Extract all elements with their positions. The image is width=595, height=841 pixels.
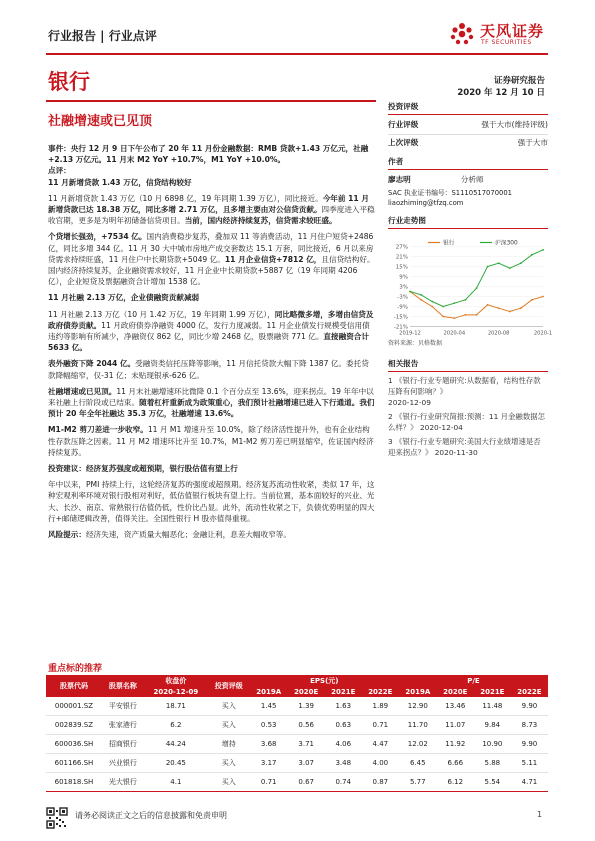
table-cell: 18.71 <box>144 697 208 716</box>
table-row <box>46 697 548 716</box>
data-point <box>453 317 455 319</box>
table-cell: 601818.SH <box>46 773 102 792</box>
table-cell: 4.1 <box>144 773 208 792</box>
table-cell: 3.17 <box>250 754 288 773</box>
data-point <box>442 316 444 318</box>
data-point <box>465 314 467 316</box>
comment-label: 点评： <box>48 166 71 176</box>
related-item[interactable] <box>388 436 548 458</box>
data-point <box>487 304 489 306</box>
logo-name: 天风证券 <box>480 22 545 40</box>
offbalance-lead: 表外融资下降 2044 亿。 <box>48 359 136 369</box>
table-cell: 买入 <box>208 754 250 773</box>
table-row <box>46 773 548 792</box>
col-rating: 投资评级 <box>208 675 250 697</box>
table-cell: 13.46 <box>437 697 474 716</box>
table-cell: 6.12 <box>437 773 474 792</box>
corp-loan-text: 且信贷结构好。国内经济持续复苏，企业融资需求较好，11 月企业中长期贷款+5887 亿（19 年同期 4206 亿），企业短贷及票据融资合计增加 1538 亿。 <box>48 254 375 287</box>
tsf-para-b: 同比略微多增，多增由信贷及政府债券贡献。 <box>48 309 374 330</box>
report-title: 社融增速或已见顶 <box>48 114 153 129</box>
table-cell: 0.74 <box>325 773 362 792</box>
table-cell: 9.84 <box>474 716 511 735</box>
y-tick-label: -9% <box>397 304 408 311</box>
loans-para-a: 11 月新增贷款 1.43 万亿（10 月 6898 亿，19 年同期 1.39 万亿），同比接近。 <box>48 193 323 203</box>
data-point <box>542 296 544 298</box>
table-cell: 4.00 <box>362 754 399 773</box>
series-line <box>410 250 543 307</box>
table-cell: 增持 <box>208 735 250 754</box>
corp-loan-lead: 11 月企业信贷+7812 亿， <box>224 254 322 264</box>
table-cell: 光大银行 <box>102 773 144 792</box>
event-text: 事件：央行 12 月 9 日下午公布了 20 年 11 月份金融数据：RMB 贷款+1.43 万亿元，社融+2.13 万亿元。11 月末 M2 YoY +10.7%，M1 YoY +10.0%。 <box>48 144 369 165</box>
table-cell: 兴业银行 <box>102 754 144 773</box>
legend-label: 银行 <box>443 240 455 247</box>
table-cell: 5.77 <box>399 773 437 792</box>
personal-loan-text: 国内消费稳步复苏，叠加双 11 等消费活动，11 月住户短贷+2486 亿，同比多增 344 亿。11 月 30 大中城市房地产成交套数达 15.1 万套，同比接近，6 月以来房贷需求持续旺盛，11 月住户中长期贷款+5049 亿。 <box>48 232 374 264</box>
table-cell: 4.06 <box>325 735 362 754</box>
related-item-title: 3 《银行-行业专题研究:美国大行业绩增速是否迎来拐点？》 <box>388 437 541 457</box>
prev-rating-value: 强于大市 <box>517 138 548 147</box>
col-name: 股票名称 <box>102 675 144 697</box>
table-cell: 5.88 <box>474 754 511 773</box>
table-cell: 0.53 <box>250 716 288 735</box>
data-point <box>431 306 433 308</box>
trend-chart <box>388 232 553 350</box>
data-point <box>509 311 511 313</box>
trend-heading-wrap <box>388 215 548 229</box>
data-point <box>420 299 422 301</box>
y-tick-label: -15% <box>393 314 408 321</box>
y-tick-label: 27% <box>395 244 408 251</box>
table-cell: 9.90 <box>511 697 548 716</box>
data-point <box>498 262 500 264</box>
related-item-date: 2020-12-04 <box>419 423 463 432</box>
rating-panel <box>388 101 548 148</box>
chart-source: 资料来源：贝格数据 <box>388 340 443 347</box>
sector-title: 银行 <box>48 70 90 94</box>
section-heading-loans: 11 月新增贷款 1.43 万亿，信贷结构较好 <box>48 177 192 187</box>
related-panel <box>388 358 548 458</box>
logo-english: TF SECURITIES <box>481 39 532 46</box>
data-point <box>476 287 478 289</box>
y-tick-label: 21% <box>395 254 408 261</box>
table-cell: 3.68 <box>250 735 288 754</box>
loans-para-d: 当前，国内经济持续复苏，信贷需求较旺盛。 <box>184 216 337 226</box>
author-email[interactable]: liaozhiming@tfzq.com <box>388 199 464 207</box>
table-cell: 0.67 <box>288 773 325 792</box>
x-tick-label: 2019-12 <box>399 330 421 337</box>
data-point <box>520 262 522 264</box>
main-body <box>48 143 376 545</box>
col-year: 2021E <box>474 687 511 697</box>
related-item-date: 2020-11-30 <box>434 448 478 457</box>
table-row <box>46 735 548 754</box>
trend-heading: 行业走势图 <box>388 215 548 229</box>
data-point <box>509 267 511 269</box>
table-cell: 0.87 <box>362 773 399 792</box>
y-tick-label: -3% <box>397 294 408 301</box>
table-cell: 11.07 <box>437 716 474 735</box>
table-cell: 0.63 <box>325 716 362 735</box>
table-cell: 20.45 <box>144 754 208 773</box>
author-heading: 作者 <box>388 156 548 170</box>
table-cell: 10.90 <box>474 735 511 754</box>
table-cell: 6.45 <box>399 754 437 773</box>
table-cell: 买入 <box>208 716 250 735</box>
related-item-title: 2 《银行-行业研究简报:预测：11 月金融数据怎么样？》 <box>388 412 545 432</box>
report-date: 2020 年 12 月 10 日 <box>457 88 545 98</box>
related-item[interactable] <box>388 411 548 433</box>
author-panel <box>388 156 548 207</box>
tsf-peak-lead: 社融增速或已见顶。 <box>48 386 117 396</box>
table-cell: 11.48 <box>474 697 511 716</box>
table-cell: 12.02 <box>399 735 437 754</box>
loans-para-b: 今年前 11 月新增贷款已达 18.38 万亿，同比多增 2.71 万亿，且多增主要由对公信贷贡献。 <box>48 193 369 215</box>
offbalance-text: 受融资类信托压降等影响，11 月信托贷款大幅下降 1387 亿。委托贷款降幅缩窄，仅-31 亿；未贴现银承-626 亿。 <box>48 359 369 380</box>
table-cell: 44.24 <box>144 735 208 754</box>
table-cell: 买入 <box>208 697 250 716</box>
data-point <box>420 294 422 296</box>
data-point <box>542 249 544 251</box>
col-price: 收盘价 <box>144 675 208 687</box>
table-cell: 6.66 <box>437 754 474 773</box>
loans-para-c: 四季度进入平稳收官期，更多是为明年初储备信贷项目。 <box>48 205 375 226</box>
prev-rating-label: 上次评级 <box>388 138 419 147</box>
industry-rating-label: 行业评级 <box>388 120 419 129</box>
table-cell: 招商银行 <box>102 735 144 754</box>
qr-code-icon <box>46 807 68 829</box>
table-row <box>46 716 548 735</box>
industry-rating-value: 强于大市(维持评级) <box>481 120 548 129</box>
col-price-date: 2020-12-09 <box>144 687 208 697</box>
table-cell: 600036.SH <box>46 735 102 754</box>
table-cell: 601166.SH <box>46 754 102 773</box>
tsf-para-a: 11 月社融 2.13 万亿（10 月 1.42 万亿，19 年同期 1.99 万亿）， <box>48 309 275 319</box>
data-point <box>498 307 500 309</box>
table-cell: 1.45 <box>250 697 288 716</box>
data-point <box>487 266 489 268</box>
related-item-date: 2020-12-09 <box>388 398 431 407</box>
data-point <box>531 299 533 301</box>
related-heading: 相关报告 <box>388 358 548 372</box>
table-title: 重点标的推荐 <box>48 664 103 674</box>
tsf-para-d: 直接融资合计 5633 亿。 <box>48 332 369 353</box>
x-tick-label: 2020-1 <box>533 330 553 337</box>
x-tick-label: 2020-08 <box>487 330 510 337</box>
col-year: 2022E <box>362 687 399 697</box>
table-cell: 8.73 <box>511 716 548 735</box>
table-cell: 9.90 <box>511 735 548 754</box>
report-type: 证券研究报告 <box>493 76 545 86</box>
table-cell: 买入 <box>208 773 250 792</box>
author-sac: SAC 执业证书编号：S1110517070001 <box>388 189 512 197</box>
report-category: 行业报告 | 行业点评 <box>48 29 157 43</box>
table-cell: 1.89 <box>362 697 399 716</box>
col-year: 2019A <box>399 687 437 697</box>
section-heading-investment: 投资建议：经济复苏强度或超预期，银行股估值有望上行 <box>48 464 238 474</box>
data-point <box>465 299 467 301</box>
y-tick-label: 9% <box>399 274 408 281</box>
col-year: 2020E <box>288 687 325 697</box>
y-tick-label: 15% <box>395 264 408 271</box>
table-cell: 0.71 <box>362 716 399 735</box>
table-cell: 0.56 <box>288 716 325 735</box>
m1m2-lead: M1-M2 剪刀差进一步收窄。 <box>48 425 148 435</box>
table-cell: 1.39 <box>288 697 325 716</box>
risk-label: 风险提示： <box>48 530 86 540</box>
section-heading-tsf: 11 月社融 2.13 万亿，企业债融资贡献减弱 <box>48 293 200 303</box>
table-cell: 4.71 <box>511 773 548 792</box>
table-cell: 0.71 <box>250 773 288 792</box>
table-row <box>46 754 548 773</box>
table-cell: 002839.SZ <box>46 716 102 735</box>
table-cell: 张家港行 <box>102 716 144 735</box>
m1m2-text: 11 月 M1 增速升至 10.0%，除了经济活性提升外，也有企业结构性存款压降之因素。11 月 M2 增速环比升至 10.7%，M1-M2 剪刀差已明显缩窄，佐证国内经济持续复苏。 <box>48 425 374 457</box>
data-point <box>453 302 455 304</box>
data-point <box>520 307 522 309</box>
x-tick-label: 2020-04 <box>443 330 466 337</box>
header-divider <box>46 53 548 55</box>
col-year: 2021E <box>325 687 362 697</box>
risk-text: 经济失速，资产质量大幅恶化；金融让利，息差大幅收窄等。 <box>85 530 291 540</box>
related-item[interactable] <box>388 375 548 408</box>
data-point <box>409 291 411 293</box>
table-cell: 平安银行 <box>102 697 144 716</box>
tsf-peak-text: 11 月末社融增速环比微降 0.1 个百分点至 13.6%，迎来拐点。19 年年中以来社融上行阶段或已结束。 <box>48 386 374 408</box>
col-year: 2022E <box>511 687 548 697</box>
table-cell: 6.2 <box>144 716 208 735</box>
data-point <box>431 301 433 303</box>
col-eps: EPS(元) <box>250 675 399 687</box>
table-cell: 000001.SZ <box>46 697 102 716</box>
table-cell: 4.47 <box>362 735 399 754</box>
data-point <box>476 314 478 316</box>
author-name: 廖志明 <box>388 175 411 184</box>
y-tick-label: 3% <box>399 284 408 291</box>
table-cell: 5.54 <box>474 773 511 792</box>
col-code: 股票代码 <box>46 675 102 697</box>
table-cell: 3.71 <box>288 735 325 754</box>
y-tick-label: -21% <box>393 324 408 331</box>
col-pe: P/E <box>399 675 548 687</box>
personal-loan-lead: 个贷增长强劲，+7534 亿。 <box>48 232 147 242</box>
table-cell: 5.11 <box>511 754 548 773</box>
col-year: 2020E <box>437 687 474 697</box>
data-point <box>442 306 444 308</box>
data-point <box>531 254 533 256</box>
table-cell: 11.92 <box>437 735 474 754</box>
recommendation-table <box>46 675 548 792</box>
table-cell: 12.90 <box>399 697 437 716</box>
rating-heading: 投资评级 <box>388 101 548 115</box>
investment-text: 年中以来，PMI 持续上行，这轮经济复苏的强度或超预期。经济复苏流动性收紧，类似 17 年，这种宏观利率环境对银行股相对利好，低估值银行板块有望上行。当前位置，基本面较好的兴业、光大、长沙、南京、常熟银行估值仍低，性价比凸显。此外，流动性收紧之下，负债优势明显的四大行+邮储逻辑改善，值得关注。全国性银行 H 股亦值得重视。 <box>48 480 375 523</box>
table-cell: 3.07 <box>288 754 325 773</box>
title-divider <box>46 100 376 102</box>
author-role: 分析师 <box>460 175 484 184</box>
tsf-peak-forecast: 随着杠杆重新成为政策重心，我们预计社融增速已进入下行通道。我们预计 20 年全年社融达 35.3 万亿，社融增速 13.6%。 <box>48 398 375 419</box>
related-item-title: 1 《银行-行业专题研究:从数据看，结构性存款压降有何影响？》 <box>388 376 541 396</box>
tf-logo-icon <box>447 18 477 48</box>
table-cell: 11.70 <box>399 716 437 735</box>
tsf-para-c: 11 月政府债券净融资 4000 亿，发行力度减弱。11 月企业债发行规模受信用债违约等影响有所减少，净融资仅 862 亿，同比少增 2468 亿，股票融资 771 亿。 <box>48 320 370 342</box>
disclaimer-notice: 请务必阅读正文之后的信息披露和免责申明 <box>75 811 227 820</box>
legend-label: 沪深300 <box>495 240 518 247</box>
table-cell: 3.48 <box>325 754 362 773</box>
page-number: 1 <box>537 810 543 819</box>
table-cell: 1.63 <box>325 697 362 716</box>
col-year: 2019A <box>250 687 288 697</box>
